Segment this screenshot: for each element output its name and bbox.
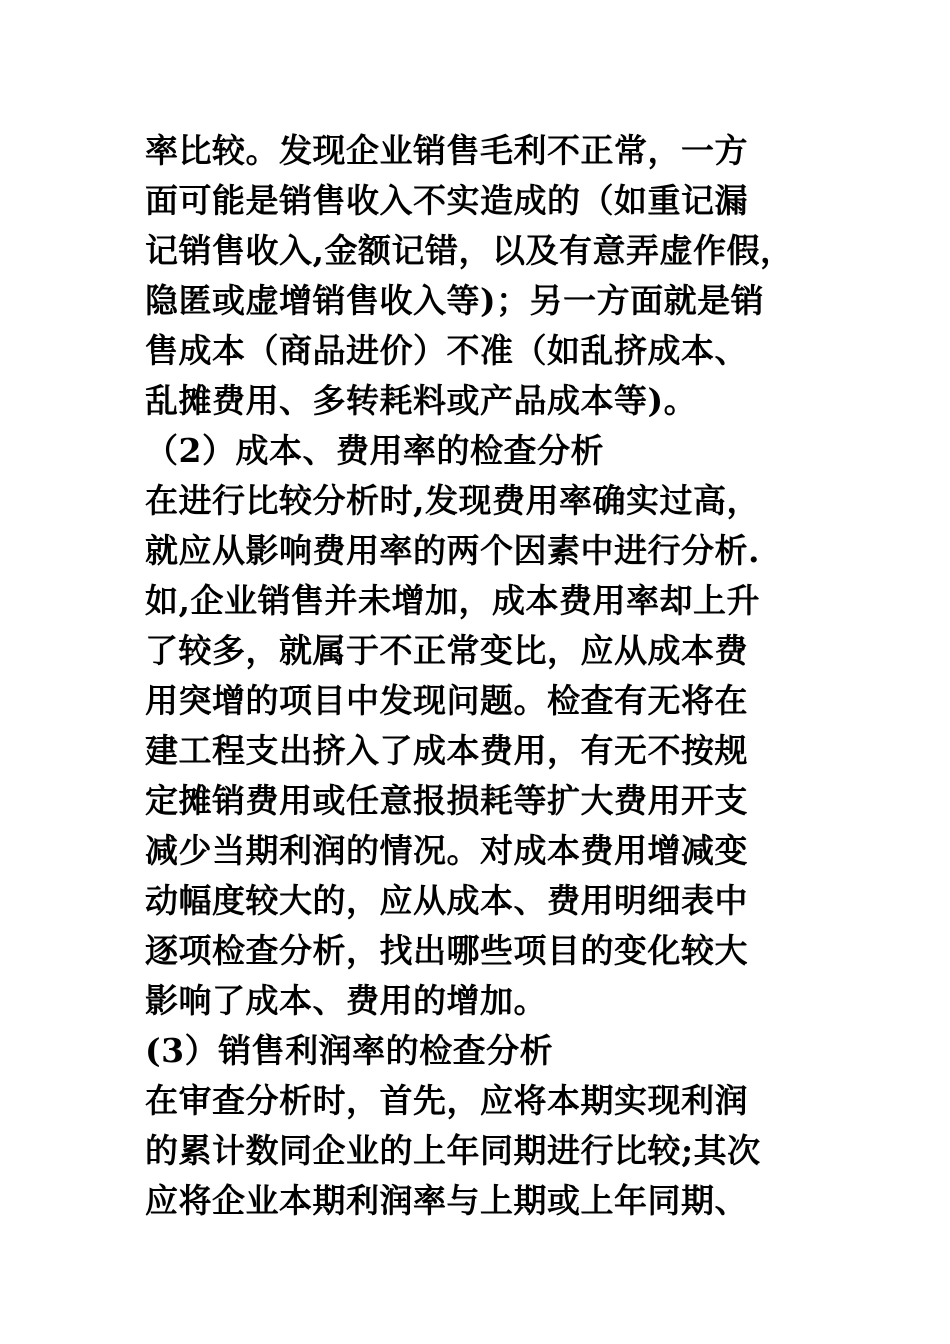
text-line: 如,企业销售并未增加，成本费用率却上升 <box>145 581 760 620</box>
text-line: 了较多，就属于不正常变比，应从成本费 <box>145 631 748 670</box>
text-line: 在审查分析时，首先，应将本期实现利润 <box>145 1081 748 1120</box>
text-line: 动幅度较大的，应从成本、费用明细表中 <box>145 881 748 920</box>
text-line: 建工程支出挤入了成本费用，有无不按规 <box>145 731 748 770</box>
text-line: 应将企业本期利润率与上期或上年同期、 <box>145 1181 748 1220</box>
text-line: 在进行比较分析时,发现费用率确实过高， <box>145 481 760 520</box>
section-heading: （2）成本、费用率的检查分析 <box>145 431 604 470</box>
text-line: 减少当期利润的情况。对成本费用增减变 <box>145 831 748 870</box>
document-page <box>145 126 845 1226</box>
text-line: 面可能是销售收入不实造成的（如重记漏 <box>145 181 748 220</box>
text-line: 隐匿或虚增销售收入等)；另一方面就是销 <box>145 281 765 320</box>
text-line: 记销售收入,金额记错，以及有意弄虚作假， <box>145 231 794 270</box>
text-line: 定摊销费用或任意报损耗等扩大费用开支 <box>145 781 748 820</box>
text-line: 逐项检查分析，找出哪些项目的变化较大 <box>145 931 748 970</box>
text-line: 乱摊费用、多转耗料或产品成本等)。 <box>145 381 698 420</box>
section-heading: (3）销售利润率的检查分析 <box>145 1031 554 1070</box>
text-line: 用突增的项目中发现问题。检查有无将在 <box>145 681 748 720</box>
text-line: 影响了成本、费用的增加。 <box>145 981 547 1020</box>
text-line: 率比较。发现企业销售毛利不正常，一方 <box>145 131 748 170</box>
text-line: 售成本（商品进价）不准（如乱挤成本、 <box>145 331 748 370</box>
text-line: 的累计数同企业的上年同期进行比较;其次 <box>145 1131 761 1170</box>
text-line: 就应从影响费用率的两个因素中进行分析. <box>145 531 760 570</box>
